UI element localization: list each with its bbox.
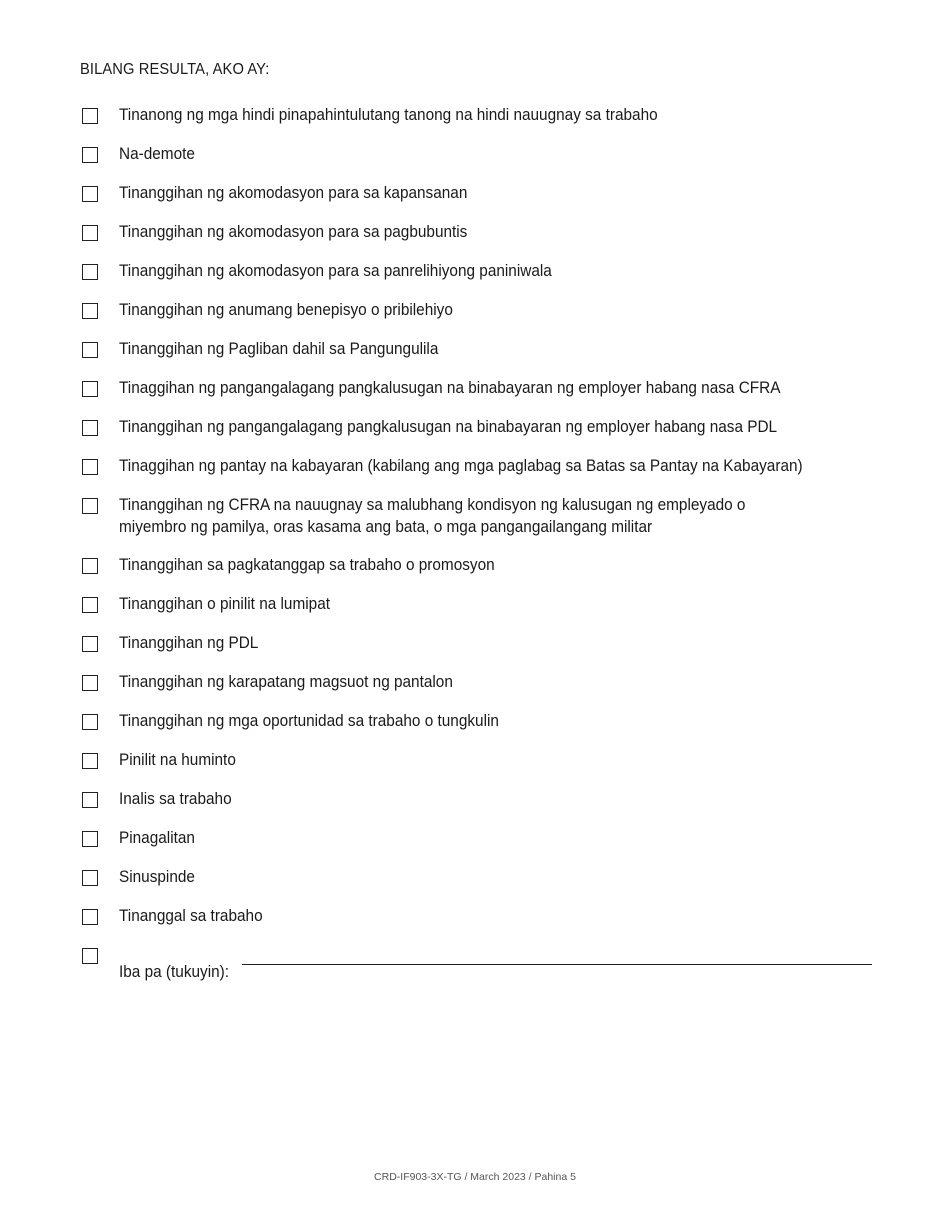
checkbox-label: Tinanggihan o pinilit na lumipat bbox=[119, 595, 330, 613]
list-item bbox=[80, 494, 860, 554]
checkbox[interactable] bbox=[82, 597, 98, 613]
page-footer: CRD-IF903-3X-TG / March 2023 / Pahina 5 bbox=[374, 1171, 576, 1183]
list-item bbox=[80, 632, 860, 671]
checkbox[interactable] bbox=[82, 870, 98, 886]
checkbox[interactable] bbox=[82, 948, 98, 964]
list-item bbox=[80, 593, 860, 632]
list-item bbox=[80, 905, 860, 944]
list-item bbox=[80, 143, 860, 182]
list-item bbox=[80, 221, 860, 260]
checkbox[interactable] bbox=[82, 420, 98, 436]
checkbox-label: Tinanggihan ng akomodasyon para sa pagbubuntis bbox=[119, 223, 468, 241]
checkbox-label: Tinanggihan ng karapatang magsuot ng pantalon bbox=[119, 673, 453, 691]
list-item bbox=[80, 788, 860, 827]
checkbox[interactable] bbox=[82, 147, 98, 163]
checkbox-label: Tinanggihan ng Pagliban dahil sa Pangungulila bbox=[119, 340, 439, 358]
list-item bbox=[80, 749, 860, 788]
checkbox-label: Sinuspinde bbox=[119, 868, 195, 886]
checkbox[interactable] bbox=[82, 225, 98, 241]
checkbox-label: Tinanggihan ng mga oportunidad sa trabaho o tungkulin bbox=[119, 712, 499, 730]
checkbox-label: Inalis sa trabaho bbox=[119, 790, 232, 808]
checkbox[interactable] bbox=[82, 264, 98, 280]
checkbox[interactable] bbox=[82, 342, 98, 358]
list-item bbox=[80, 710, 860, 749]
list-item-other bbox=[80, 944, 860, 983]
other-label: Iba pa (tukuyin): bbox=[119, 963, 230, 981]
section-heading: BILANG RESULTA, AKO AY: bbox=[80, 61, 270, 78]
checkbox-label: Tinanggihan ng pangangalagang pangkalusugan na binabayaran ng employer habang nasa PDL bbox=[119, 418, 778, 436]
checkbox[interactable] bbox=[82, 498, 98, 514]
checkbox[interactable] bbox=[82, 558, 98, 574]
list-item bbox=[80, 554, 860, 593]
list-item bbox=[80, 866, 860, 905]
list-item bbox=[80, 299, 860, 338]
checkbox-label: Tinanggihan ng PDL bbox=[119, 634, 259, 652]
checkbox-label: Pinagalitan bbox=[119, 829, 195, 847]
checkbox-label: Pinilit na huminto bbox=[119, 751, 236, 769]
list-item bbox=[80, 827, 860, 866]
other-specify-line[interactable] bbox=[242, 964, 872, 965]
list-item bbox=[80, 671, 860, 710]
checkbox-label: Tinanggal sa trabaho bbox=[119, 907, 263, 925]
list-item bbox=[80, 260, 860, 299]
checkbox[interactable] bbox=[82, 381, 98, 397]
list-item bbox=[80, 377, 860, 416]
checkbox[interactable] bbox=[82, 186, 98, 202]
checkbox-label: Tinanggihan sa pagkatanggap sa trabaho o promosyon bbox=[119, 556, 495, 574]
checkbox-list bbox=[80, 104, 860, 983]
checkbox[interactable] bbox=[82, 714, 98, 730]
checkbox-label: Na-demote bbox=[119, 145, 195, 163]
checkbox-label: Tinaggihan ng pantay na kabayaran (kabilang ang mga paglabag sa Batas sa Pantay na Kabayaran) bbox=[119, 457, 803, 475]
checkbox[interactable] bbox=[82, 108, 98, 124]
checkbox-label: Tinanggihan ng CFRA na nauugnay sa malubhang kondisyon ng kalusugan ng empleyado o miyembro ng pamilya, oras kasama ang bata, o mga pangangailangang militar bbox=[119, 496, 746, 536]
list-item bbox=[80, 182, 860, 221]
list-item bbox=[80, 455, 860, 494]
checkbox[interactable] bbox=[82, 831, 98, 847]
list-item bbox=[80, 104, 860, 143]
checkbox[interactable] bbox=[82, 636, 98, 652]
checkbox[interactable] bbox=[82, 792, 98, 808]
list-item bbox=[80, 416, 860, 455]
checkbox-label: Tinaggihan ng pangangalagang pangkalusugan na binabayaran ng employer habang nasa CFRA bbox=[119, 379, 781, 397]
checkbox[interactable] bbox=[82, 753, 98, 769]
list-item bbox=[80, 338, 860, 377]
checkbox[interactable] bbox=[82, 303, 98, 319]
checkbox[interactable] bbox=[82, 675, 98, 691]
checkbox[interactable] bbox=[82, 459, 98, 475]
checkbox-label: Tinanggihan ng akomodasyon para sa panrelihiyong paniniwala bbox=[119, 262, 552, 280]
checkbox-label: Tinanggihan ng akomodasyon para sa kapansanan bbox=[119, 184, 468, 202]
checkbox[interactable] bbox=[82, 909, 98, 925]
checkbox-label: Tinanong ng mga hindi pinapahintulutang tanong na hindi nauugnay sa trabaho bbox=[119, 106, 658, 124]
checkbox-label: Tinanggihan ng anumang benepisyo o pribilehiyo bbox=[119, 301, 453, 319]
